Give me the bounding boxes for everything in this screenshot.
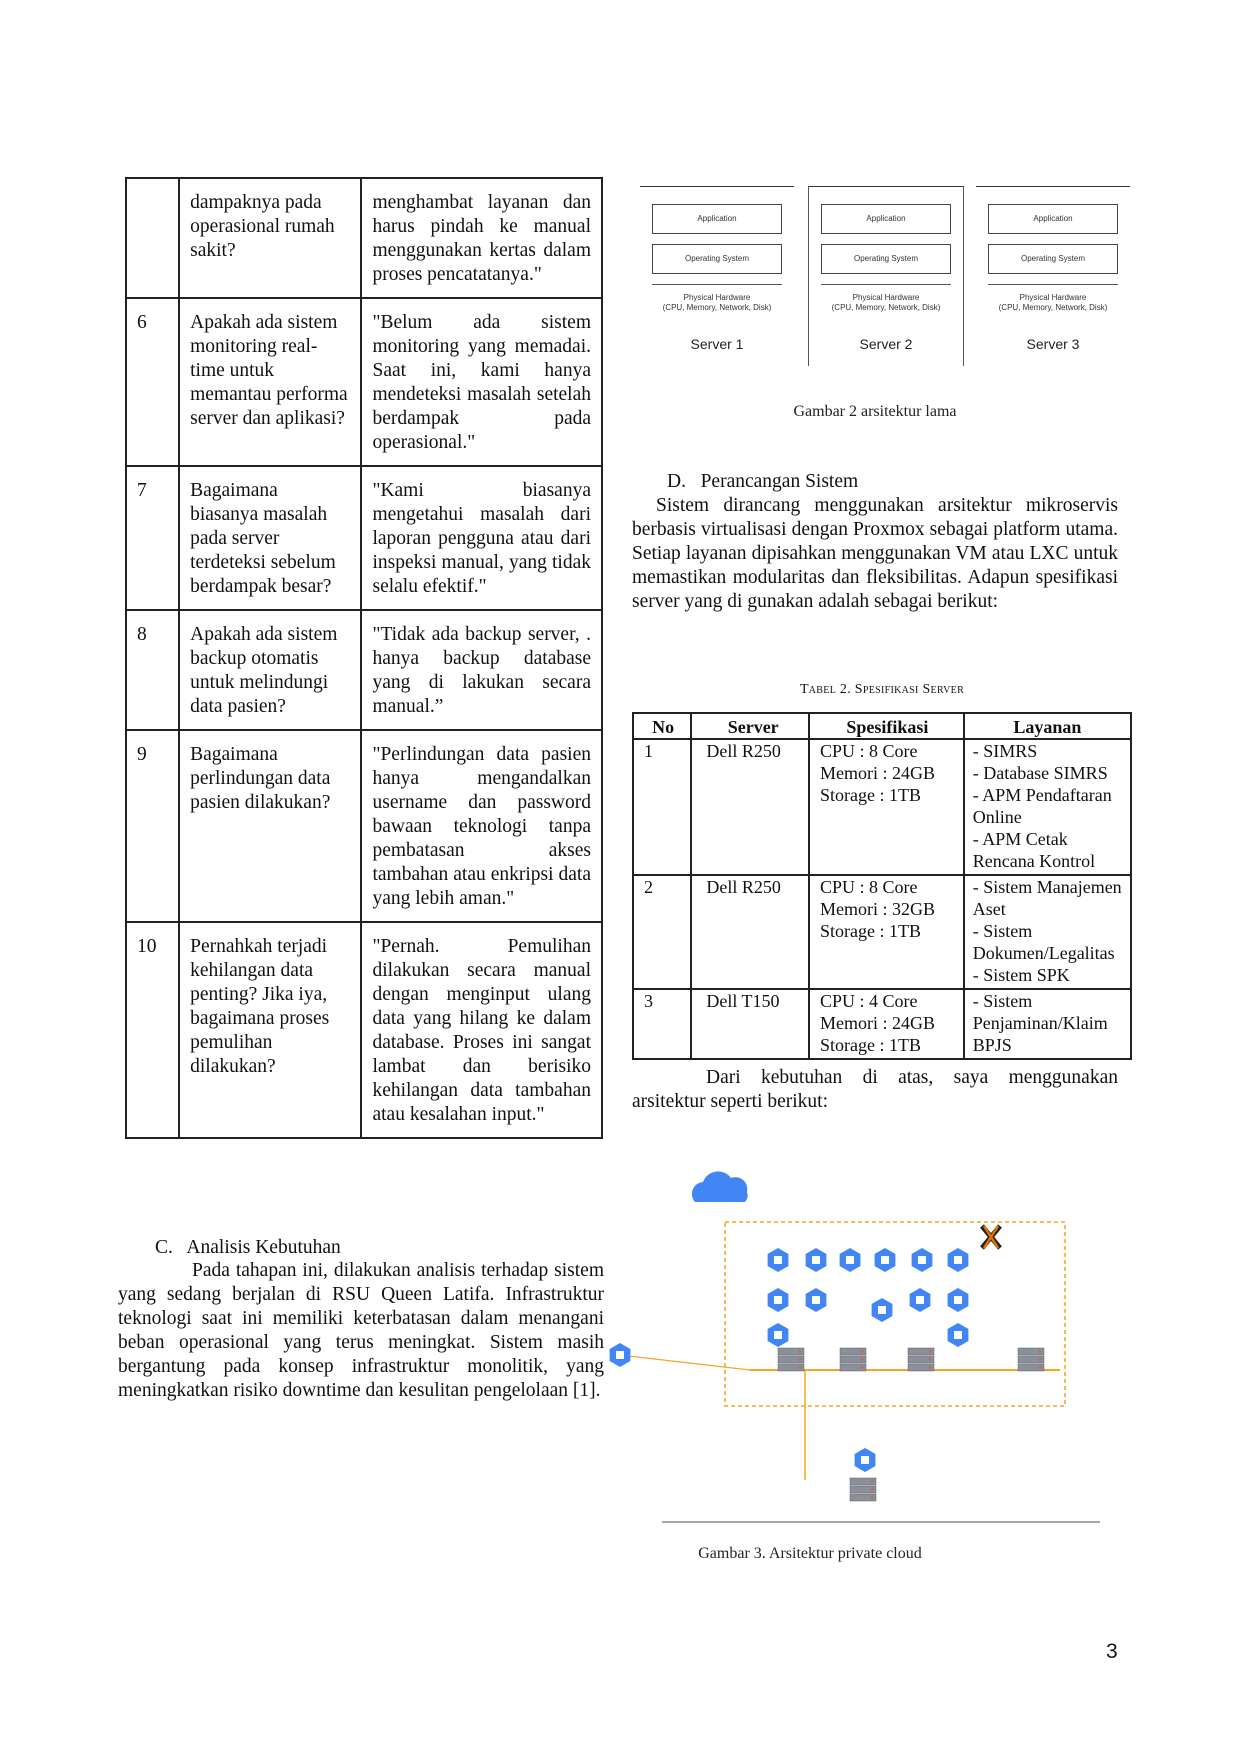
application-layer: Application — [652, 204, 782, 234]
cloud-icon — [692, 1171, 748, 1202]
spec-header-server: Server — [691, 713, 809, 739]
server-stack — [976, 186, 1130, 366]
spec-services — [964, 989, 1131, 1059]
qa-question: Pernahkah terjadi kehilangan data penting? Jika iya, bagaimana proses pemulihan dilakukan? — [179, 922, 361, 1138]
service-item: - SIMRS — [972, 741, 1038, 761]
qa-number: 7 — [126, 466, 179, 610]
application-layer: Application — [988, 204, 1118, 234]
section-d-body — [632, 494, 1118, 614]
section-d-heading: D. Perancangan Sistem — [667, 471, 859, 492]
service-item: - APM Cetak Rencana Kontrol — [972, 829, 1096, 871]
spec-details — [809, 989, 964, 1059]
qa-row — [126, 610, 602, 730]
table2-title — [632, 682, 1132, 698]
server-led — [861, 1358, 863, 1360]
spec-server: Dell R250 — [691, 875, 809, 989]
os-layer: Operating System — [821, 244, 951, 274]
spec-no: 3 — [633, 989, 691, 1059]
server-stack — [808, 186, 964, 366]
qa-row — [126, 466, 602, 610]
server-top-line — [976, 186, 1130, 187]
os-layer: Operating System — [652, 244, 782, 274]
qa-row — [126, 730, 602, 922]
spec-cpu: CPU : 4 Core — [820, 991, 918, 1011]
server-led — [799, 1358, 801, 1360]
qa-question: Bagaimana perlindungan data pasien dilakukan? — [179, 730, 361, 922]
server-spec-table — [632, 712, 1132, 1060]
spec-storage: Storage : 1TB — [820, 1035, 922, 1055]
server-led — [799, 1350, 801, 1352]
table2-title-text: Tabel 2. Spesifikasi Server — [799, 682, 965, 697]
spec-memory: Memori : 24GB — [820, 763, 936, 783]
server-led — [871, 1480, 873, 1482]
vm-chip-glyph — [954, 1256, 962, 1264]
server-led — [929, 1366, 931, 1368]
service-item: - Database SIMRS — [972, 763, 1108, 783]
hardware-label: Physical Hardware — [683, 292, 751, 302]
qa-number: 9 — [126, 730, 179, 922]
server-led — [861, 1350, 863, 1352]
server-led — [871, 1496, 873, 1498]
spec-services — [964, 739, 1131, 875]
closing-paragraph — [632, 1066, 1118, 1114]
vm-chip-glyph — [916, 1296, 924, 1304]
spec-row — [633, 989, 1131, 1059]
spec-details — [809, 739, 964, 875]
server-top-line — [809, 186, 963, 187]
application-layer: Application — [821, 204, 951, 234]
qa-row — [126, 178, 602, 298]
spec-no: 2 — [633, 875, 691, 989]
private-cloud-diagram — [600, 1150, 1140, 1550]
server-led — [1039, 1358, 1041, 1360]
service-item: - Sistem Manajemen Aset — [972, 877, 1122, 919]
spec-header-spec: Spesifikasi — [809, 713, 964, 739]
proxmox-logo-accent — [984, 1226, 998, 1248]
os-layer: Operating System — [988, 244, 1118, 274]
qa-question: dampaknya pada operasional rumah sakit? — [179, 178, 361, 298]
qa-number: 6 — [126, 298, 179, 466]
spec-cpu: CPU : 8 Core — [820, 741, 918, 761]
server-led — [929, 1350, 931, 1352]
server-led — [861, 1366, 863, 1368]
section-c-text: Pada tahapan ini, dilakukan analisis terhadap sistem yang sedang berjalan di RSU Queen Latifa. Infrastruktur teknologi saat ini memiliki keterbatasan dalam menangani beban operasional yang terus meningkat. Sistem masih bergantung pada konsep infrastruktur monolitik, yang meningkatkan risiko downtime dan kesulitan pengelolaan [1]. — [118, 1260, 604, 1401]
vm-chip-glyph — [774, 1296, 782, 1304]
section-c-body — [118, 1259, 604, 1403]
server-stack — [640, 186, 794, 366]
vm-chip-glyph — [812, 1296, 820, 1304]
qa-answer: "Kami biasanya mengetahui masalah dari laporan pengguna atau dari inspeksi manual, yang tidak selalu efektif." — [361, 466, 602, 610]
spec-server: Dell T150 — [691, 989, 809, 1059]
service-item: - APM Pendaftaran Online — [972, 785, 1112, 827]
qa-answer: "Pernah. Pemulihan dilakukan secara manual dengan menginput ulang data yang hilang ke dalam database. Proses ini sangat lambat dan berisiko kehilangan data tambahan atau kesalahan input." — [361, 922, 602, 1138]
qa-answer: "Tidak ada backup server, . hanya backup database yang di lakukan secara manual.” — [361, 610, 602, 730]
vm-chip-glyph — [774, 1331, 782, 1339]
qa-number — [126, 178, 179, 298]
hardware-detail: (CPU, Memory, Network, Disk) — [831, 302, 941, 312]
server-led — [799, 1366, 801, 1368]
vm-chip-glyph — [616, 1351, 624, 1359]
vm-chip-glyph — [846, 1256, 854, 1264]
hardware-layer — [988, 284, 1118, 318]
qa-answer: menghambat layanan dan harus pindah ke manual menggunakan kertas dalam proses pencatatanya." — [361, 178, 602, 298]
figure3-caption: Gambar 3. Arsitektur private cloud — [698, 1545, 922, 1562]
qa-number: 8 — [126, 610, 179, 730]
qa-number: 10 — [126, 922, 179, 1138]
spec-storage: Storage : 1TB — [820, 785, 922, 805]
server-name: Server 3 — [1026, 336, 1080, 352]
spec-memory: Memori : 32GB — [820, 899, 936, 919]
spec-memory: Memori : 24GB — [820, 1013, 936, 1033]
spec-row — [633, 875, 1131, 989]
server-led — [871, 1488, 873, 1490]
spec-header-row — [633, 713, 1131, 739]
figure2-caption: Gambar 2 arsitektur lama — [793, 403, 957, 420]
server-led — [929, 1358, 931, 1360]
spec-cpu: CPU : 8 Core — [820, 877, 918, 897]
spec-services — [964, 875, 1131, 989]
service-item: - Sistem SPK — [972, 965, 1070, 985]
spec-server: Dell R250 — [691, 739, 809, 875]
page-number: 3 — [1106, 1640, 1118, 1663]
figure-private-cloud — [600, 1150, 1140, 1550]
hardware-layer — [652, 284, 782, 318]
server-name: Server 1 — [690, 336, 744, 352]
vm-chip-glyph — [812, 1256, 820, 1264]
uplink-line — [620, 1355, 750, 1370]
spec-header-no: No — [633, 713, 691, 739]
vm-chip-glyph — [881, 1256, 889, 1264]
spec-row — [633, 739, 1131, 875]
server-led — [1039, 1366, 1041, 1368]
closing-text: Dari kebutuhan di atas, saya menggunakan arsitektur seperti berikut: — [632, 1067, 1118, 1112]
hardware-detail: (CPU, Memory, Network, Disk) — [662, 302, 772, 312]
spec-header-services: Layanan — [964, 713, 1131, 739]
server-top-line — [640, 186, 794, 187]
spec-no: 1 — [633, 739, 691, 875]
vm-chip-glyph — [861, 1456, 869, 1464]
qa-answer: "Perlindungan data pasien hanya mengandalkan username dan password bawaan teknologi tanpa pembatasan akses tambahan atau enkripsi data yang lebih aman." — [361, 730, 602, 922]
qa-row — [126, 298, 602, 466]
qa-row — [126, 922, 602, 1138]
interview-table — [125, 177, 603, 1139]
hardware-detail: (CPU, Memory, Network, Disk) — [998, 302, 1108, 312]
vm-chip-glyph — [774, 1256, 782, 1264]
hardware-layer — [821, 284, 951, 318]
section-d-text: Sistem dirancang menggunakan arsitektur mikroservis berbasis virtualisasi dengan Proxmox sebagai platform utama. Setiap layanan dipisahkan menggunakan VM atau LXC untuk memastikan modularitas dan fleksibilitas. Adapun spesifikasi server yang di gunakan adalah sebagai berikut: — [632, 495, 1118, 612]
qa-question: Apakah ada sistem monitoring real-time untuk memantau performa server dan aplikasi? — [179, 298, 361, 466]
spec-storage: Storage : 1TB — [820, 921, 922, 941]
vm-chip-glyph — [954, 1331, 962, 1339]
service-item: - Sistem Penjaminan/Klaim BPJS — [972, 991, 1108, 1055]
hardware-label: Physical Hardware — [1019, 292, 1087, 302]
qa-answer: "Belum ada sistem monitoring yang memadai. Saat ini, kami hanya mendeteksi masalah setelah berdampak pada operasional." — [361, 298, 602, 466]
service-item: - Sistem Dokumen/Legalitas — [972, 921, 1115, 963]
server-led — [1039, 1350, 1041, 1352]
qa-question: Bagaimana biasanya masalah pada server terdeteksi sebelum berdampak besar? — [179, 466, 361, 610]
spec-details — [809, 875, 964, 989]
hardware-label: Physical Hardware — [852, 292, 920, 302]
figure-old-architecture — [640, 180, 1130, 370]
server-name: Server 2 — [859, 336, 913, 352]
vm-chip-glyph — [918, 1256, 926, 1264]
section-c-heading: C. Analisis Kebutuhan — [155, 1237, 341, 1258]
vm-chip-glyph — [878, 1306, 886, 1314]
qa-question: Apakah ada sistem backup otomatis untuk melindungi data pasien? — [179, 610, 361, 730]
vm-chip-glyph — [954, 1296, 962, 1304]
